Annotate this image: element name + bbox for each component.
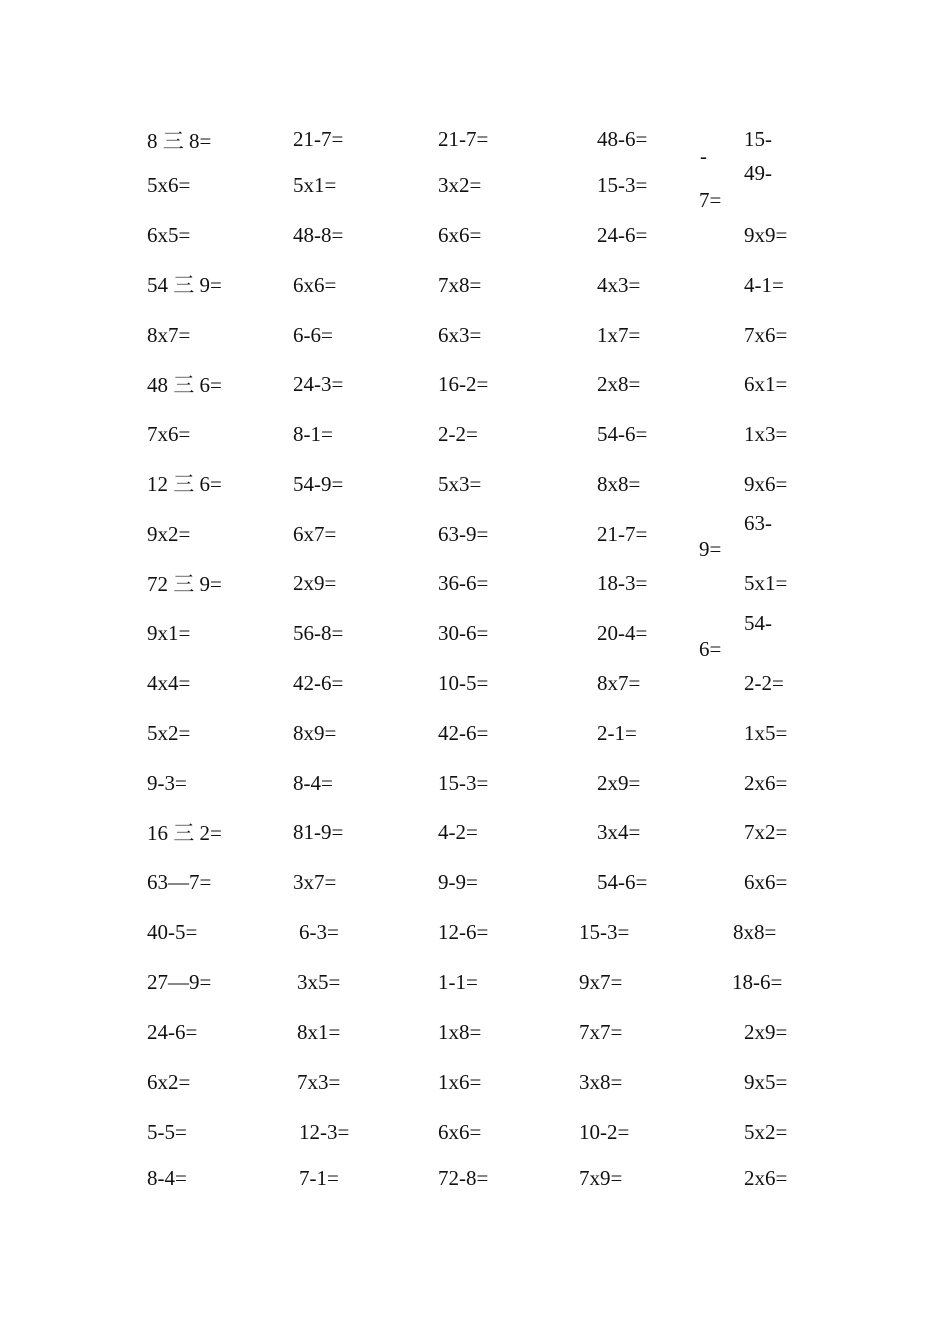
problem-cell: 12-3= <box>299 1120 350 1144</box>
problem-cell: 8x7= <box>147 323 191 347</box>
problem-cell: 42-6= <box>438 721 489 745</box>
problem-cell: 56-8= <box>293 621 344 645</box>
problem-cell: 15-3= <box>597 173 648 197</box>
problem-cell: 5x6= <box>147 173 191 197</box>
problem-cell: 21-7= <box>438 127 489 151</box>
problem-cell: 8-4= <box>293 771 333 795</box>
problem-cell: 7x3= <box>297 1070 341 1094</box>
problem-cell: 2-2= <box>438 422 478 446</box>
problem-cell: 81-9= <box>293 820 344 844</box>
problem-cell: 8x7= <box>597 671 641 695</box>
problem-cell: 24-6= <box>597 223 648 247</box>
problem-cell: 6x7= <box>293 522 337 546</box>
problem-cell: 9-9= <box>438 870 478 894</box>
problem-cell: 54-6= <box>597 422 648 446</box>
problem-cell: 16-2= <box>438 372 489 396</box>
problem-cell: 1x5= <box>744 721 788 745</box>
stray-fragment: 7= <box>699 188 722 212</box>
problem-cell: 1-1= <box>438 970 478 994</box>
problem-cell: 18-6= <box>732 970 783 994</box>
problem-cell: 1x6= <box>438 1070 482 1094</box>
problem-cell: 8-1= <box>293 422 333 446</box>
problem-cell: 15- <box>744 127 772 151</box>
problem-cell: 1x7= <box>597 323 641 347</box>
problem-cell: 24-3= <box>293 372 344 396</box>
problem-cell: 8x1= <box>297 1020 341 1044</box>
problem-cell: 48-6= <box>597 127 648 151</box>
problem-cell: 4-2= <box>438 820 478 844</box>
problem-cell: 1x3= <box>744 422 788 446</box>
problem-cell: 15-3= <box>579 920 630 944</box>
problem-cell: 12-6= <box>438 920 489 944</box>
problem-cell: 4x3= <box>597 273 641 297</box>
problem-cell: 8 三 8= <box>147 129 212 153</box>
problem-cell: 54- <box>744 611 772 635</box>
problem-cell: 5x1= <box>744 571 788 595</box>
problem-cell: 5x1= <box>293 173 337 197</box>
problem-cell: 4-1= <box>744 273 784 297</box>
problem-cell: 8-4= <box>147 1166 187 1190</box>
problem-cell: 6x3= <box>438 323 482 347</box>
problem-cell: 9-3= <box>147 771 187 795</box>
problem-cell: 6x6= <box>744 870 788 894</box>
problem-cell: 9x9= <box>744 223 788 247</box>
problem-cell: 6x2= <box>147 1070 191 1094</box>
problem-cell: 2x6= <box>744 771 788 795</box>
problem-cell: 9x6= <box>744 472 788 496</box>
problem-cell: 10-2= <box>579 1120 630 1144</box>
problem-cell: 7x9= <box>579 1166 623 1190</box>
problem-cell: 48 三 6= <box>147 373 222 397</box>
problem-cell: 54-6= <box>597 870 648 894</box>
problem-cell: 2x9= <box>597 771 641 795</box>
problem-cell: 36-6= <box>438 571 489 595</box>
problem-cell: 3x4= <box>597 820 641 844</box>
problem-cell: 10-5= <box>438 671 489 695</box>
problem-cell: 54 三 9= <box>147 273 222 297</box>
problem-cell: 12 三 6= <box>147 472 222 496</box>
problem-cell: 6x6= <box>438 223 482 247</box>
problem-cell: 2x6= <box>744 1166 788 1190</box>
problem-cell: 20-4= <box>597 621 648 645</box>
problem-cell: 5x3= <box>438 472 482 496</box>
problem-cell: 2x9= <box>744 1020 788 1044</box>
problem-cell: 7x2= <box>744 820 788 844</box>
problem-cell: 27—9= <box>147 970 212 994</box>
problem-cell: 72-8= <box>438 1166 489 1190</box>
problem-cell: 5x2= <box>744 1120 788 1144</box>
problem-cell: 2x9= <box>293 571 337 595</box>
problem-cell: 9x1= <box>147 621 191 645</box>
problem-cell: 1x8= <box>438 1020 482 1044</box>
problem-cell: 18-3= <box>597 571 648 595</box>
problem-cell: 3x2= <box>438 173 482 197</box>
problem-cell: 63—7= <box>147 870 212 894</box>
problem-cell: 15-3= <box>438 771 489 795</box>
stray-fragment: 9= <box>699 537 722 561</box>
problem-cell: 54-9= <box>293 472 344 496</box>
problem-cell: 6x1= <box>744 372 788 396</box>
problem-cell: 6-6= <box>293 323 333 347</box>
problem-cell: 9x2= <box>147 522 191 546</box>
problem-cell: 63-9= <box>438 522 489 546</box>
problem-cell: 7x7= <box>579 1020 623 1044</box>
problem-cell: 7-1= <box>299 1166 339 1190</box>
problem-cell: 6x5= <box>147 223 191 247</box>
problem-cell: 2x8= <box>597 372 641 396</box>
problem-cell: 40-5= <box>147 920 198 944</box>
problem-cell: 72 三 9= <box>147 572 222 596</box>
problem-cell: 48-8= <box>293 223 344 247</box>
problem-cell: 9x5= <box>744 1070 788 1094</box>
problem-cell: 5x2= <box>147 721 191 745</box>
problem-cell: 6x6= <box>438 1120 482 1144</box>
problem-cell: 5-5= <box>147 1120 187 1144</box>
stray-fragment: - <box>700 144 707 168</box>
problem-cell: 7x8= <box>438 273 482 297</box>
problem-cell: 63- <box>744 511 772 535</box>
problem-cell: 2-1= <box>597 721 637 745</box>
problem-cell: 8x8= <box>733 920 777 944</box>
problem-cell: 3x8= <box>579 1070 623 1094</box>
problem-cell: 21-7= <box>597 522 648 546</box>
problem-cell: 6-3= <box>299 920 339 944</box>
problem-cell: 8x9= <box>293 721 337 745</box>
problem-cell: 3x7= <box>293 870 337 894</box>
problem-cell: 4x4= <box>147 671 191 695</box>
problem-cell: 16 三 2= <box>147 821 222 845</box>
problem-cell: 49- <box>744 161 772 185</box>
problem-cell: 7x6= <box>147 422 191 446</box>
problem-cell: 2-2= <box>744 671 784 695</box>
problem-cell: 9x7= <box>579 970 623 994</box>
problem-cell: 8x8= <box>597 472 641 496</box>
problem-cell: 6x6= <box>293 273 337 297</box>
problem-cell: 3x5= <box>297 970 341 994</box>
problem-cell: 30-6= <box>438 621 489 645</box>
stray-fragment: 6= <box>699 637 722 661</box>
problem-cell: 24-6= <box>147 1020 198 1044</box>
problem-cell: 42-6= <box>293 671 344 695</box>
problem-cell: 21-7= <box>293 127 344 151</box>
problem-cell: 7x6= <box>744 323 788 347</box>
